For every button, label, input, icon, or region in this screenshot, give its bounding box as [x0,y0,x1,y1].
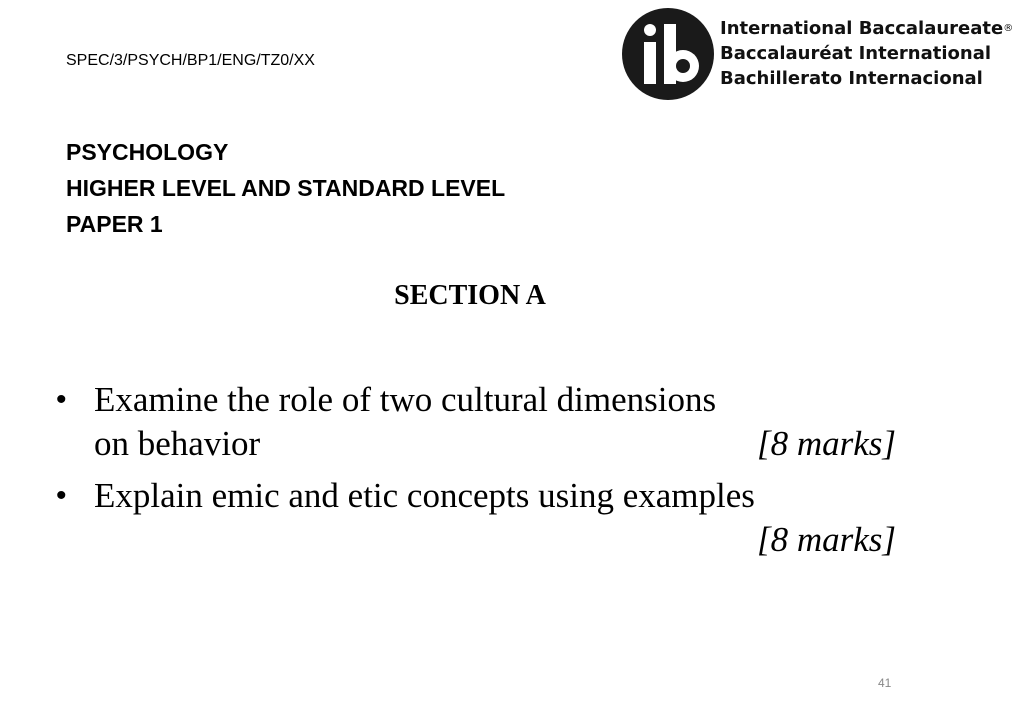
paper-title: PAPER 1 [66,211,163,237]
question-item [56,474,896,562]
subject-title: PSYCHOLOGY [66,139,229,165]
bullet-icon: • [56,479,67,512]
logo-line-1: International Baccalaureate [720,18,1004,39]
registered-mark: ® [1003,23,1013,34]
question-text-line-2: on behavior [94,424,261,463]
level-title: HIGHER LEVEL AND STANDARD LEVEL [66,175,506,201]
question-text-line-1: Examine the role of two cultural dimensions [94,380,717,419]
question-item [56,378,896,466]
logo-line-2: Baccalauréat International [720,43,992,64]
question-list [56,378,896,570]
logo-line-3: Bachillerato Internacional [720,68,983,89]
page-number: 41 [878,676,892,690]
bullet-icon: • [56,383,67,416]
question-marks: [8 marks] [756,520,896,559]
paper-code: SPEC/3/PSYCH/BP1/ENG/TZ0/XX [66,52,315,69]
exam-heading [66,134,505,242]
question-marks: [8 marks] [756,424,896,463]
ib-logo-icon [620,6,716,102]
question-text-line-1: Explain emic and etic concepts using examples [94,476,755,515]
section-title: SECTION A [394,280,546,311]
ib-logo [620,6,1013,102]
